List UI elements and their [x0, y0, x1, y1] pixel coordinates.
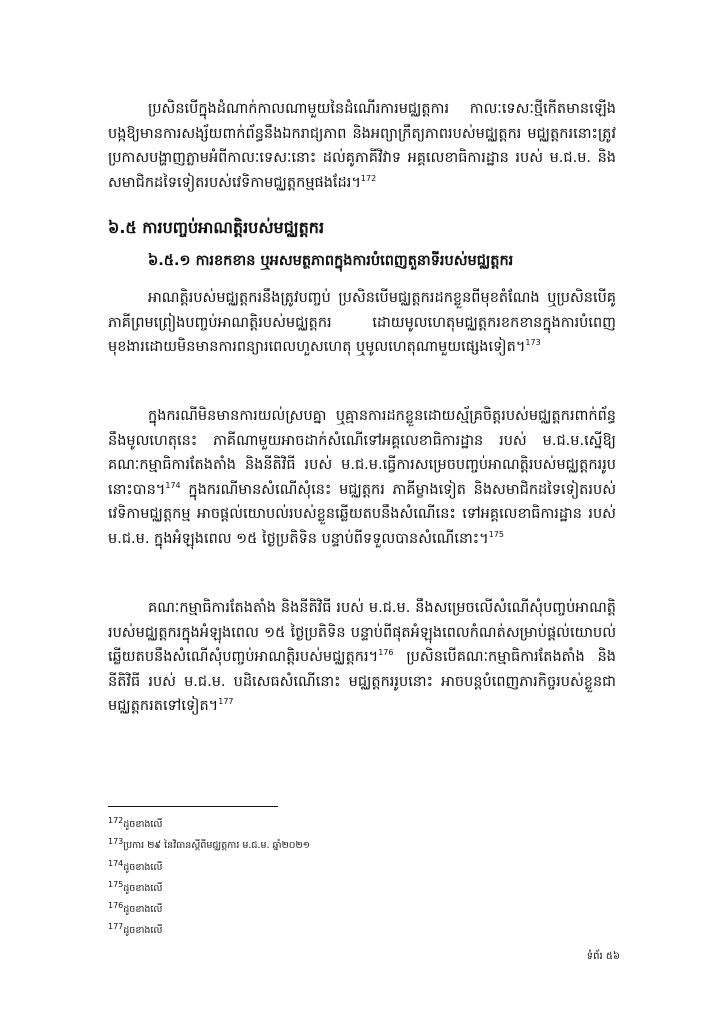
page-number: ទំព័រ ៥៦	[586, 951, 620, 962]
footnote-item: $^{176}$ដូចខាងលើ	[108, 901, 163, 916]
paragraph-2: អាណត្តិរបស់មជ្ឈត្តករនឹងត្រូវបញ្ចប់ ប្រសិនបើមជ្ឈត្តករដកខ្លួនពីមុខតំណែង ឬប្រសិនបើគូភាគីព្រមព្រៀងបញ្ចប់អាណត្តិរបស់មជ្ឈត្តករ ដោយមូលហេតុមជ្ឈត្តករខកខានក្នុងការបំពេញមុខងារដោយមិនមានការពន្យារពេលហួសហេតុ ឬមូលហេតុណាមួយផ្សេងទៀត។$^{173}$	[108, 290, 616, 355]
footnote-item: $^{175}$ដូចខាងលើ	[108, 879, 163, 894]
footnote-item: $^{177}$ដូចខាងលើ	[108, 922, 163, 937]
footnote-ref-177[interactable]: 177	[218, 697, 234, 707]
footnote-ref-175[interactable]: 175	[488, 529, 504, 539]
section-heading: ៦.៥ ការបញ្ចប់អាណត្តិរបស់មជ្ឈត្តករ	[108, 218, 325, 237]
footnote-item: $^{174}$ដូចខាងលើ	[108, 858, 163, 873]
footnote-item: $^{172}$ដូចខាងលើ	[108, 815, 163, 830]
footnote-separator	[108, 806, 278, 807]
paragraph-3: ក្នុងករណីមិនមានការយល់ស្របគ្នា ឬគ្មានការដកខ្លួនដោយស្ម័គ្រចិត្តរបស់មជ្ឈត្តករពាក់ព័ន្ធនឹងមូលហេតុនេះ ភាគីណាមួយអាចដាក់សំណើទៅអគ្គលេខាធិការដ្ឋាន របស់ ម.ជ.ម.ស្នើឱ្យគណៈកម្មាធិការតែងតាំង និងនីតិវិធី របស់ ម.ជ.ម.ធ្វើការសម្រេចបញ្ចប់អាណត្តិរបស់មជ្ឈត្តកររូបនោះបាន។$^{174}$ ក្នុងករណីមានសំណើសុំនេះ មជ្ឈត្តករ ភាគីម្ខាងទៀត និងសមាជិកដទៃទៀតរបស់វេទិកាមជ្ឈត្តកម្ម អាចផ្ដល់យោបល់របស់ខ្លួនឆ្លើយតបនឹងសំណើនេះ ទៅអគ្គលេខាធិការដ្ឋាន របស់ ម.ជ.ម. ក្នុងអំឡុងពេល ១៥ ថ្ងៃប្រតិទិន បន្ទាប់ពីទទួលបានសំណើនោះ។$^{175}$	[108, 408, 616, 547]
footnote-ref-172[interactable]: 172	[360, 173, 377, 183]
paragraph-4: គណៈកម្មាធិការតែងតាំង និងនីតិវិធី របស់ ម.ជ.ម. នឹងសម្រេចលើសំណើសុំបញ្ចប់អាណត្តិរបស់មជ្ឈត្តករក្នុងអំឡុងពេល ១៥ ថ្ងៃប្រតិទិន បន្ទាប់ពីផុតអំឡុងពេលកំណត់សម្រាប់ផ្ដល់យោបល់ឆ្លើយតបនឹងសំណើសុំបញ្ចប់អាណត្តិរបស់មជ្ឈត្តករ។$^{176}$ ប្រសិនបើគណៈកម្មាធិការតែងតាំង និងនីតិវិធី របស់ ម.ជ.ម. បដិសេធសំណើនោះ មជ្ឈត្តកររូបនោះ អាចបន្តបំពេញភារកិច្ចរបស់ខ្លួនជាមជ្ឈត្តករតទៅទៀត។$^{177}$	[108, 600, 616, 714]
footnote-item: $^{173}$ប្រការ ២៩ នៃវិធានស្ដីពីមជ្ឈត្តការ ម.ជ.ម. ឆ្នាំ២០២១	[108, 837, 310, 852]
subsection-heading: ៦.៥.១ ការខកខាន ឬអសមត្ថភាពក្នុងការបំពេញតួនាទីរបស់មជ្ឈត្តករ	[148, 253, 514, 269]
footnotes	[108, 814, 618, 942]
footnote-ref-173[interactable]: 173	[525, 338, 541, 348]
footnote-ref-174[interactable]: 174	[165, 480, 181, 490]
footnote-ref-176[interactable]: 176	[378, 648, 394, 658]
paragraph-1: ប្រសិនបើក្នុងដំណាក់កាលណាមួយនៃដំណើរការមជ្ឈត្តការ កាលៈទេសៈថ្មីកើតមានឡើងបង្កឱ្យមានការសង្ស័យពាក់ព័ន្ធនឹងឯករាជ្យភាព និងអព្យាក្រឹត្យភាពរបស់មជ្ឈត្តករ មជ្ឈត្តករនោះត្រូវប្រកាសបង្ហាញភ្លាមអំពីកាលៈទេសៈនោះ ដល់គូភាគីវិវាទ អគ្គលេខាធិការដ្ឋាន របស់ ម.ជ.ម. និងសមាជិកដទៃទៀតរបស់វេទិកាមជ្ឈត្តកម្មផងដែរ។$^{172}$	[108, 101, 616, 191]
